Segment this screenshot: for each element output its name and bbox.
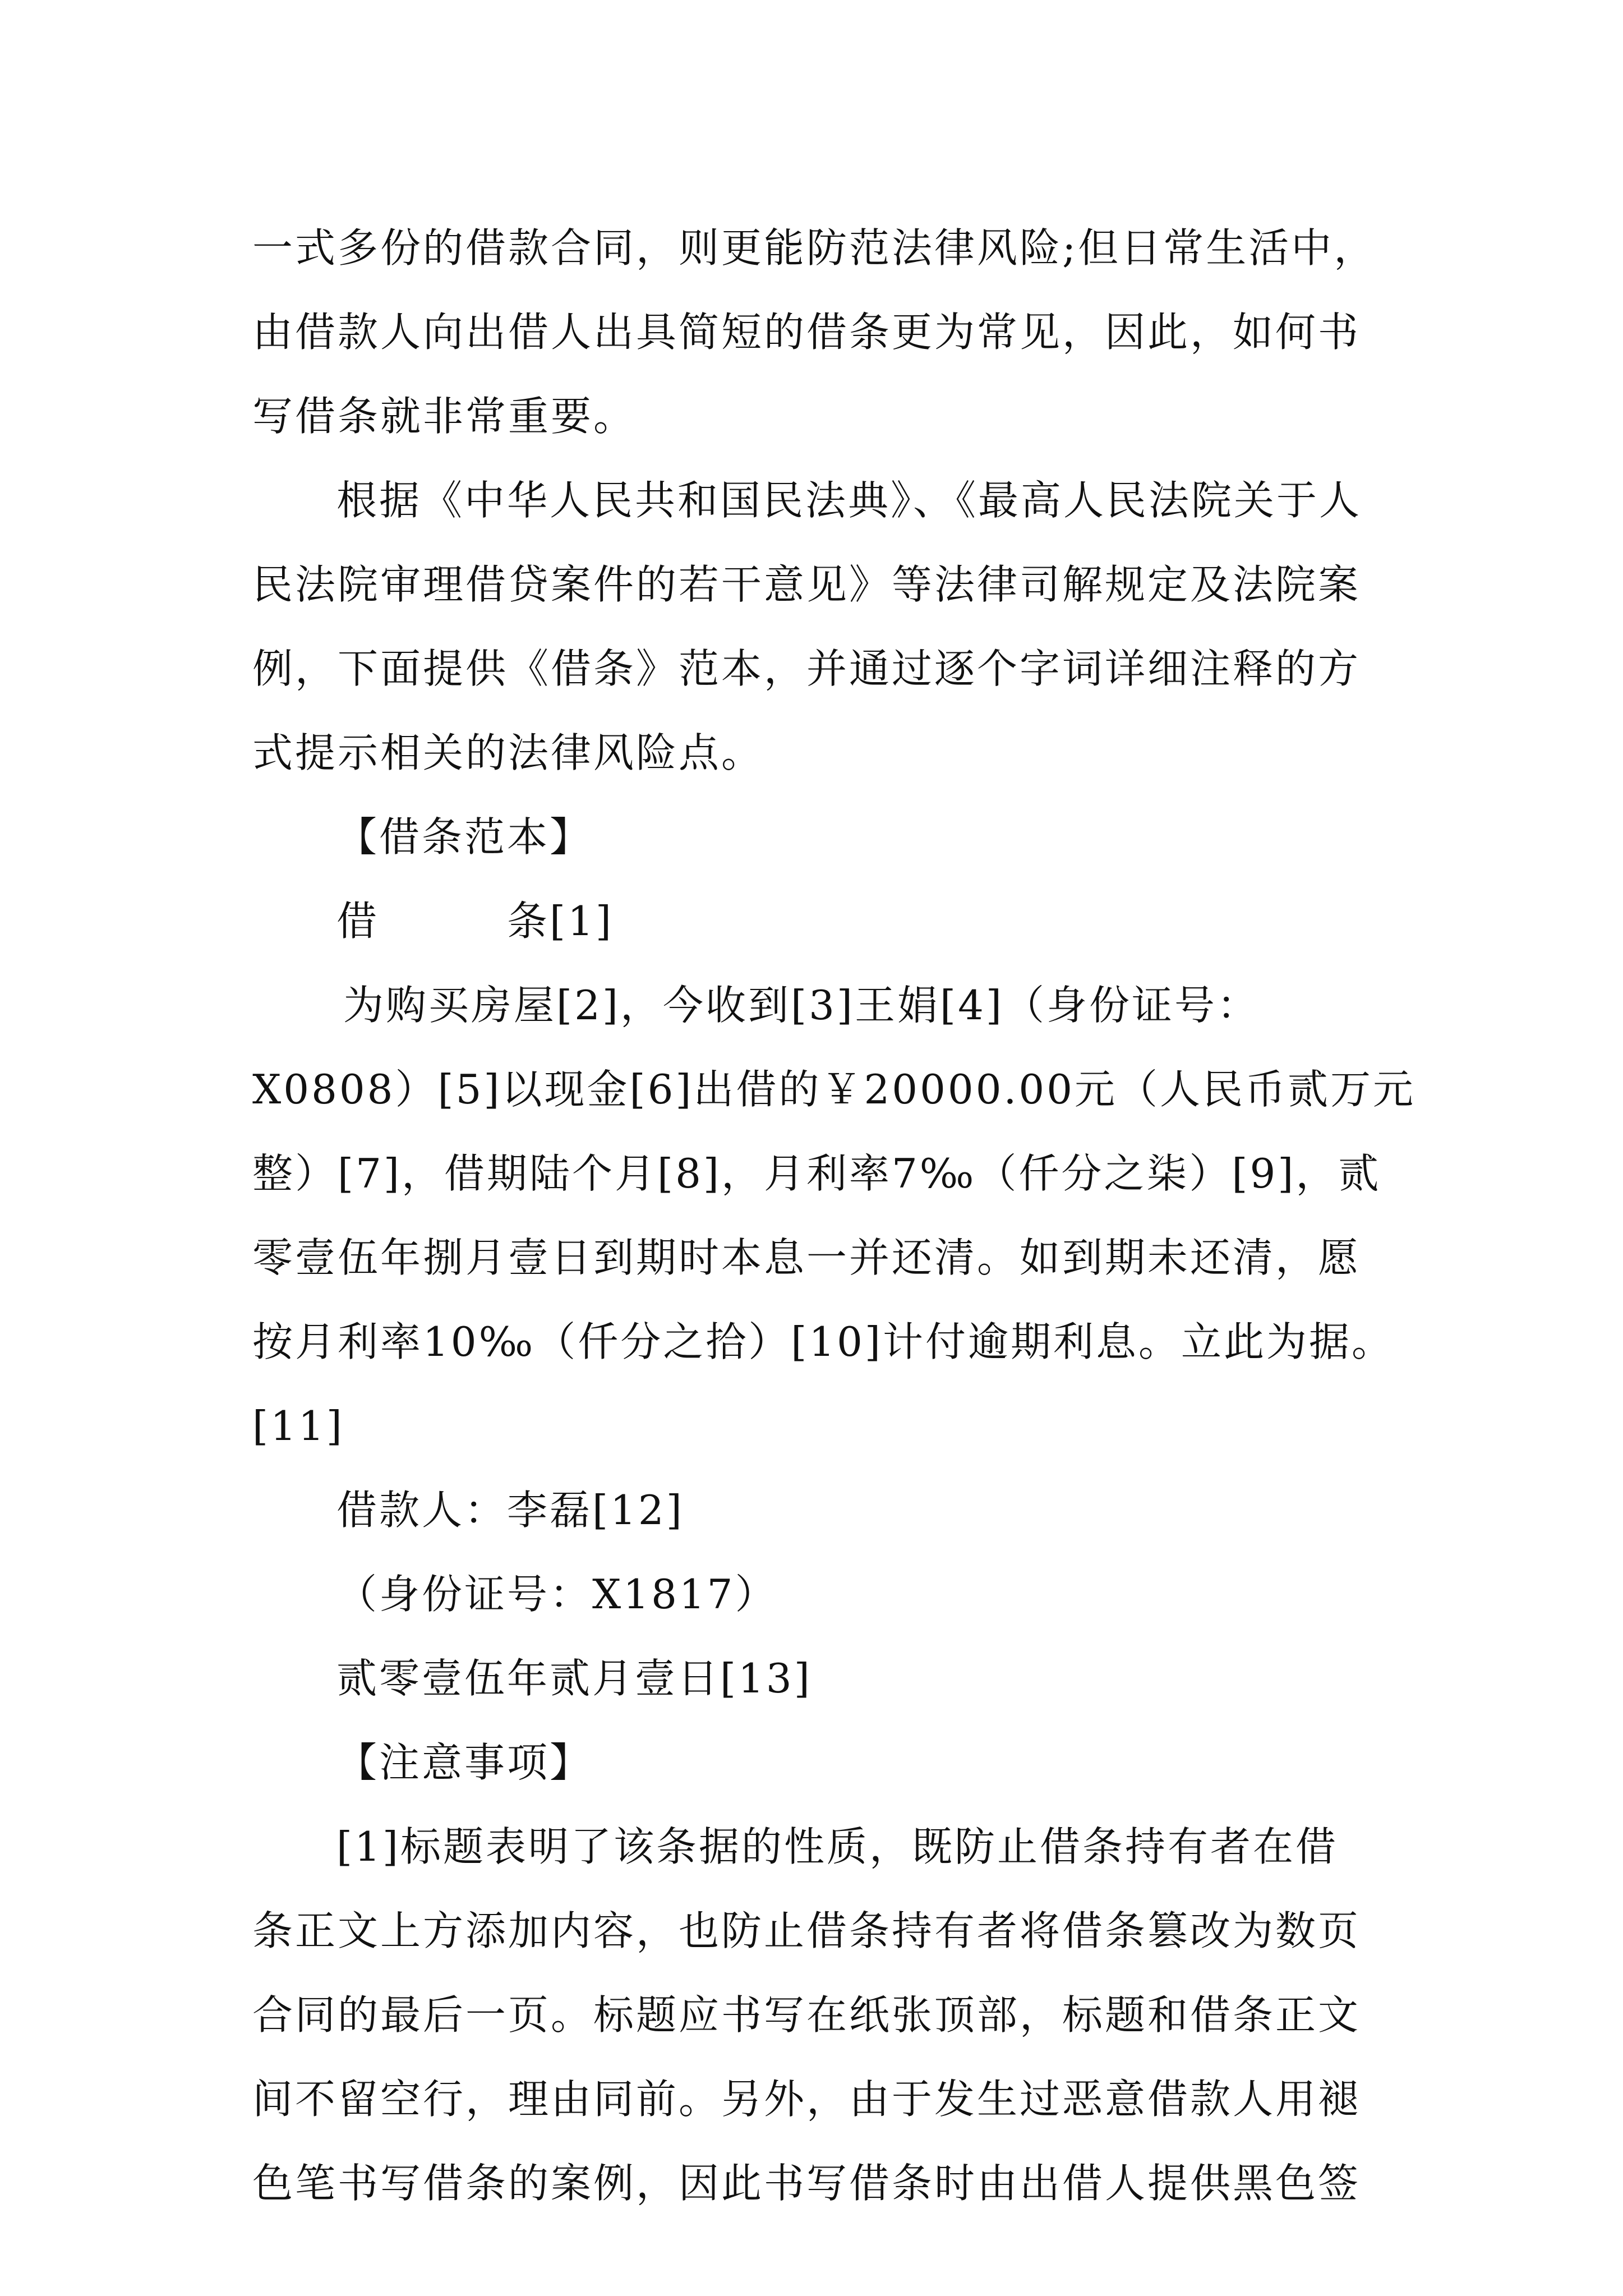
paragraph-line: 整）[7]，借期陆个月[8]，月利率7‰（仟分之柒）[9]，贰 [252, 1150, 1381, 1197]
paragraph-line: 民法院审理借贷案件的若干意见》等法律司解规定及法院案 [252, 561, 1361, 608]
paragraph-line: 合同的最后一页。标题应书写在纸张顶部，标题和借条正文 [252, 1991, 1361, 2039]
paragraph-line: 根据《中华人民共和国民法典》、《最高人民法院关于人 [336, 477, 1362, 524]
borrower-name: 借款人：李磊[12] [336, 1487, 684, 1534]
paragraph-line: 按月利率10‰（仟分之拾）[10]计付逾期利息。立此为据。 [252, 1318, 1395, 1365]
section-heading: 【注意事项】 [336, 1739, 593, 1786]
paragraph-line: 色笔书写借条的案例，因此书写借条时由出借人提供黑色签 [252, 2160, 1361, 2207]
paragraph-line: 零壹伍年捌月壹日到期时本息一并还清。如到期未还清，愿 [252, 1234, 1361, 1281]
paragraph-line: 间不留空行，理由同前。另外，由于发生过恶意借款人用褪 [252, 2076, 1361, 2123]
section-heading: 【借条范本】 [336, 813, 593, 861]
iou-title: 借 条[1] [336, 898, 614, 945]
paragraph-line: X0808）[5]以现金[6]出借的￥20000.00元（人民币贰万元 [252, 1066, 1416, 1113]
paragraph-line: 条正文上方添加内容，也防止借条持有者将借条篡改为数页 [252, 1907, 1361, 1954]
paragraph-line: 由借款人向出借人出具简短的借条更为常见，因此，如何书 [252, 309, 1361, 356]
paragraph-line: [11] [252, 1402, 344, 1450]
paragraph-line: 例，下面提供《借条》范本，并通过逐个字词详细注释的方 [252, 645, 1361, 692]
paragraph-line: 式提示相关的法律风险点。 [252, 729, 764, 776]
paragraph-line: [1]标题表明了该条据的性质，既防止借条持有者在借 [336, 1823, 1338, 1870]
iou-date: 贰零壹伍年贰月壹日[13] [336, 1655, 812, 1702]
paragraph-line: 写借条就非常重要。 [252, 393, 637, 440]
paragraph-line: 一式多份的借款合同，则更能防范法律风险;但日常生活中， [252, 224, 1377, 272]
borrower-id: （身份证号：X1817） [336, 1571, 778, 1618]
paragraph-line: 为购买房屋[2]，今收到[3]王娟[4]（身份证号： [343, 982, 1260, 1029]
